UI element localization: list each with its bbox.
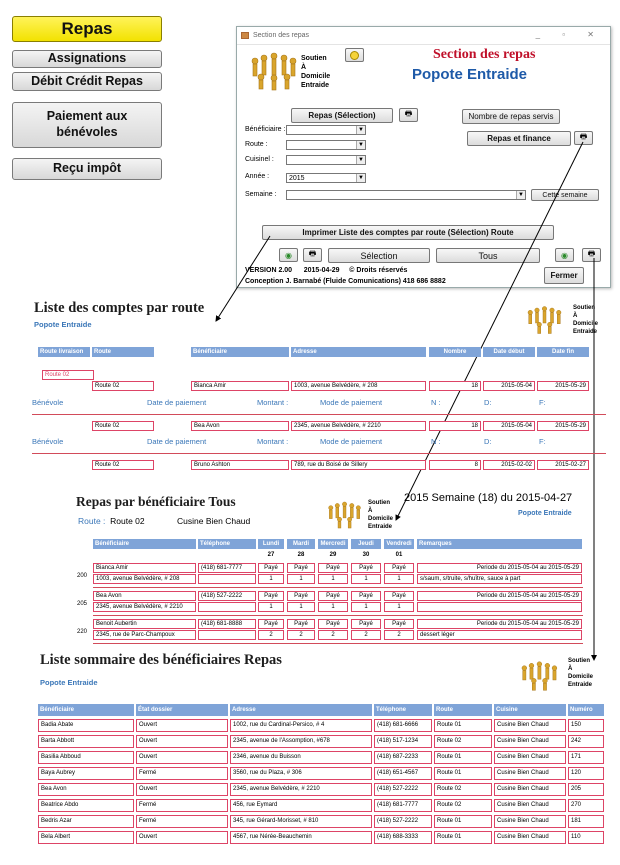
- report2-brand: [368, 499, 393, 531]
- r2-day: 28: [287, 550, 315, 560]
- r3-cell-cuisine: Cusine Bien Chaud: [494, 783, 566, 796]
- r1-row-benef: Bea Avon: [191, 421, 289, 431]
- r3-cell-telephone: (418) 687-2233: [374, 751, 432, 764]
- r3-cell-telephone: (418) 688-3333: [374, 831, 432, 844]
- repas-selection-button[interactable]: Repas (Sélection): [291, 108, 393, 123]
- brand-line: Entraide: [568, 682, 593, 688]
- logo-line: Entraide: [301, 82, 330, 89]
- r1-row-debut: 2015-02-02: [483, 460, 535, 470]
- d-label: D:: [484, 398, 492, 407]
- mode-paiement-label: Mode de paiement: [320, 437, 383, 446]
- r1-header: Bénéficiaire: [191, 347, 289, 357]
- r3-cell-cuisine: Cusine Bien Chaud: [494, 831, 566, 844]
- cuisine-value: Cusine Bien Chaud: [177, 516, 251, 526]
- r2-row-tel: (418) 527-2222: [198, 591, 256, 601]
- r2-row-name: Benoit Aubertin: [93, 619, 196, 629]
- r1-row-debut: 2015-05-04: [483, 421, 535, 431]
- r1-row-adresse: 1003, avenue Belvédère, # 208: [291, 381, 426, 391]
- preview-selection-button[interactable]: [279, 248, 298, 262]
- r2-row-qty: 1: [287, 602, 315, 612]
- r1-row-adresse: 789, rue du Boisé de Sillery: [291, 460, 426, 470]
- divider: [93, 615, 583, 616]
- printer-icon: 🖶: [579, 132, 588, 141]
- r1-row-benef: Bianca Amir: [191, 381, 289, 391]
- r2-row-qty: 2: [351, 630, 381, 640]
- brand-line: À: [568, 666, 573, 672]
- r1-header: Route: [92, 347, 154, 357]
- r1-row-fin: 2015-02-27: [537, 460, 589, 470]
- r2-row-periode: Periode du 2015-05-04 au 2015-05-29: [417, 619, 582, 629]
- r1-header: Nombre: [429, 347, 481, 357]
- r2-header: Vendredi: [384, 539, 414, 549]
- version-line: [245, 267, 407, 274]
- form-logo: [247, 51, 305, 91]
- r3-cell-beneficiaire: Basilia Abboud: [38, 751, 134, 764]
- r3-cell-numero: 181: [568, 815, 604, 828]
- r3-header: Numéro: [568, 704, 604, 716]
- r3-cell-etat: Ouvert: [136, 719, 228, 732]
- r2-row-paye: Payé: [258, 591, 284, 601]
- r2-row-addr: 2345, avenue Belvédère, # 2210: [93, 602, 196, 612]
- r2-day: 29: [318, 550, 348, 560]
- version-date: 2015-04-29: [303, 267, 340, 274]
- r2-row-qty: 1: [384, 574, 414, 584]
- r2-header: Jeudi: [351, 539, 381, 549]
- r1-row-fin: 2015-05-29: [537, 381, 589, 391]
- annee-combo[interactable]: [286, 173, 366, 183]
- r2-row-paye: Payé: [287, 563, 315, 573]
- report2-period: 2015 Semaine (18) du 2015-04-27: [404, 492, 573, 504]
- brand-line: À: [573, 313, 578, 319]
- r3-cell-beneficiaire: Bela Albert: [38, 831, 134, 844]
- r2-row-tel-blank: [198, 602, 256, 612]
- r3-header: Téléphone: [374, 704, 432, 716]
- repas-button[interactable]: Repas: [12, 16, 162, 42]
- report2-title: Repas par bénéficiaire Tous: [76, 494, 236, 509]
- r2-header: Lundi: [258, 539, 284, 549]
- rights-text: © Droits réservés: [349, 267, 408, 274]
- r3-cell-numero: 270: [568, 799, 604, 812]
- r3-cell-beneficiaire: Bedris Azar: [38, 815, 134, 828]
- route-value: Route 02: [110, 516, 145, 526]
- r2-row-paye: Payé: [318, 619, 348, 629]
- montant-label: Montant :: [257, 437, 289, 446]
- report2-subtitle: Popote Entraide: [518, 510, 572, 517]
- r3-cell-beneficiaire: Barta Abbott: [38, 735, 134, 748]
- smiley-icon: [350, 51, 359, 60]
- report1-title: Liste des comptes par route: [34, 300, 205, 316]
- r3-cell-etat: Ouvert: [136, 783, 228, 796]
- r3-cell-telephone: (418) 681-7777: [374, 799, 432, 812]
- brand-line: Soutien: [368, 500, 390, 506]
- printer-icon: 🖶: [308, 249, 317, 258]
- window-titlebar: [237, 27, 610, 45]
- r3-cell-route: Route 01: [434, 815, 492, 828]
- print-tous-button[interactable]: [582, 248, 601, 262]
- r2-row-qty: 1: [318, 574, 348, 584]
- selection-button[interactable]: Sélection: [328, 248, 430, 263]
- chevron-down-icon: ▼: [356, 174, 365, 182]
- nombre-repas-servis-button[interactable]: Nombre de repas servis: [462, 109, 560, 124]
- r2-row-paye: Payé: [287, 619, 315, 629]
- r2-row-qty: 1: [258, 602, 284, 612]
- r2-header: Téléphone: [198, 539, 256, 549]
- r2-row-tel-blank: [198, 574, 256, 584]
- d-label: D:: [484, 437, 492, 446]
- recu-impot-button[interactable]: Reçu impôt: [12, 158, 162, 180]
- benevole-label: Bénévole: [32, 437, 64, 446]
- chevron-down-icon: ▼: [356, 156, 365, 164]
- r3-cell-numero: 120: [568, 767, 604, 780]
- r2-row-paye: Payé: [287, 591, 315, 601]
- form-heading: Section des repas: [433, 47, 536, 62]
- r2-row-paye: Payé: [384, 619, 414, 629]
- smiley-button[interactable]: [345, 48, 364, 62]
- r3-cell-route: Route 01: [434, 831, 492, 844]
- r3-cell-route: Route 01: [434, 767, 492, 780]
- r3-cell-route: Route 02: [434, 783, 492, 796]
- r2-row-paye: Payé: [351, 591, 381, 601]
- r2-row-paye: Payé: [384, 563, 414, 573]
- assignations-button[interactable]: Assignations: [12, 50, 162, 68]
- r2-row-paye: Payé: [351, 619, 381, 629]
- print-selection-button[interactable]: [303, 248, 322, 262]
- n-label: N :: [431, 437, 441, 446]
- r3-cell-cuisine: Cusine Bien Chaud: [494, 799, 566, 812]
- r1-group-route: Route 02: [42, 370, 94, 380]
- beneficiaire-label: Bénéficiaire :: [245, 126, 286, 133]
- r3-cell-etat: Ouvert: [136, 831, 228, 844]
- r3-cell-telephone: (418) 651-4567: [374, 767, 432, 780]
- r3-cell-adresse: 1002, rue du Cardinal-Persico, # 4: [230, 719, 372, 732]
- r3-cell-etat: Fermé: [136, 815, 228, 828]
- r3-cell-route: Route 01: [434, 751, 492, 764]
- annee-value: 2015: [289, 175, 305, 182]
- r1-row-nombre: 18: [429, 381, 481, 391]
- chevron-down-icon: ▼: [516, 191, 525, 199]
- r2-row-remarque: dessert léger: [417, 630, 582, 640]
- report1-logo: [524, 305, 568, 335]
- mode-paiement-label: Mode de paiement: [320, 398, 383, 407]
- divider: [93, 643, 583, 644]
- r1-row-nombre: 8: [429, 460, 481, 470]
- r3-cell-route: Route 01: [434, 719, 492, 732]
- cuisinel-label: Cuisinel :: [245, 156, 274, 163]
- preview-icon: ◉: [561, 250, 568, 260]
- form-subheading: Popote Entraide: [412, 66, 528, 83]
- r2-row-qty: 1: [351, 574, 381, 584]
- r2-row-tel-blank: [198, 630, 256, 640]
- cuisinel-combo[interactable]: [286, 155, 366, 165]
- r2-row-number: 220: [77, 629, 88, 635]
- brand-line: Domicile: [368, 516, 394, 522]
- r2-row-paye: Payé: [318, 563, 348, 573]
- report3-logo: [518, 660, 564, 692]
- annee-label: Année :: [245, 173, 270, 180]
- fermer-button[interactable]: Fermer: [544, 267, 584, 284]
- r1-header: Adresse: [291, 347, 426, 357]
- r2-row-number: 205: [77, 601, 88, 607]
- form-logo-text: [301, 54, 330, 90]
- r2-row-qty: 2: [384, 630, 414, 640]
- r2-day: 30: [351, 550, 381, 560]
- r3-header: État dossier: [136, 704, 228, 716]
- conception-line: Conception J. Barnabé (Fluide Comunications) 418 686 8882: [245, 278, 446, 285]
- montant-label: Montant :: [257, 398, 289, 407]
- report2-route-line: [78, 516, 250, 526]
- date-paiement-label: Date de paiement: [147, 437, 207, 446]
- r3-cell-telephone: (418) 527-2222: [374, 815, 432, 828]
- report3-title: Liste sommaire des bénéficiaires Repas: [40, 652, 282, 668]
- beneficiaire-combo[interactable]: [286, 125, 366, 135]
- r3-header: Cuisine: [494, 704, 566, 716]
- r2-row-name: Bea Avon: [93, 591, 196, 601]
- r2-row-number: 200: [77, 573, 88, 579]
- people-circle-logo-icon: [325, 500, 367, 530]
- brand-line: À: [368, 508, 373, 514]
- r2-row-remarque: [417, 602, 582, 612]
- r3-cell-numero: 171: [568, 751, 604, 764]
- logo-line: Domicile: [301, 73, 331, 80]
- logo-line: À: [301, 64, 307, 71]
- report3-brand: [568, 657, 593, 689]
- r3-cell-numero: 242: [568, 735, 604, 748]
- divider: [32, 453, 606, 454]
- r3-cell-adresse: 2345, avenue de l'Assomption, #678: [230, 735, 372, 748]
- r3-cell-cuisine: Cusine Bien Chaud: [494, 815, 566, 828]
- r3-header: Route: [434, 704, 492, 716]
- r2-row-qty: 1: [351, 602, 381, 612]
- r2-day: 01: [384, 550, 414, 560]
- people-circle-logo-icon: [524, 305, 568, 335]
- window-title: Section des repas: [253, 32, 310, 39]
- r3-cell-beneficiaire: Beatrice Abdo: [38, 799, 134, 812]
- date-paiement-label: Date de paiement: [147, 398, 207, 407]
- r3-cell-telephone: (418) 527-2222: [374, 783, 432, 796]
- r2-header: Remarques: [417, 539, 582, 549]
- r3-cell-adresse: 2346, avenue du Buisson: [230, 751, 372, 764]
- r3-cell-beneficiaire: Bea Avon: [38, 783, 134, 796]
- report2-logo: [325, 500, 367, 530]
- r3-header: Bénéficiaire: [38, 704, 134, 716]
- brand-line: Domicile: [568, 674, 594, 680]
- r3-cell-adresse: 4567, rue Nérée-Beauchemin: [230, 831, 372, 844]
- benevole-label: Bénévole: [32, 398, 64, 407]
- brand-line: Entraide: [368, 524, 393, 530]
- r2-row-qty: 1: [384, 602, 414, 612]
- r2-row-qty: 1: [287, 574, 315, 584]
- r3-cell-adresse: 456, rue Eymard: [230, 799, 372, 812]
- r1-header: Date fin: [537, 347, 589, 357]
- n-label: N :: [431, 398, 441, 407]
- r1-row-route: Route 02: [92, 421, 154, 431]
- r3-cell-telephone: (418) 517-1234: [374, 735, 432, 748]
- r3-cell-route: Route 02: [434, 799, 492, 812]
- imprimer-liste-button[interactable]: Imprimer Liste des comptes par route (Sélection) Route: [262, 225, 554, 240]
- r2-header: Bénéficiaire: [93, 539, 196, 549]
- r2-row-paye: Payé: [258, 563, 284, 573]
- r2-day: 27: [258, 550, 284, 560]
- version-text: VERSION 2.00: [245, 267, 293, 274]
- brand-line: Entraide: [573, 329, 598, 335]
- r1-row-benef: Bruno Ashton: [191, 460, 289, 470]
- brand-line: Soutien: [573, 305, 595, 311]
- r2-row-paye: Payé: [258, 619, 284, 629]
- printer-icon: 🖶: [587, 249, 596, 258]
- brand-line: Soutien: [568, 658, 590, 664]
- window-controls[interactable]: _ ▫ ✕: [535, 30, 604, 39]
- preview-icon: ◉: [285, 250, 292, 260]
- r3-cell-numero: 110: [568, 831, 604, 844]
- r2-row-qty: 2: [258, 630, 284, 640]
- r2-row-paye: Payé: [384, 591, 414, 601]
- r3-cell-adresse: 345, rue Gérard-Morisset, # 810: [230, 815, 372, 828]
- tous-button[interactable]: Tous: [436, 248, 540, 263]
- preview-tous-button[interactable]: [555, 248, 574, 262]
- r1-row-adresse: 2345, avenue Belvédère, # 2210: [291, 421, 426, 431]
- r2-header: Mercredi: [318, 539, 348, 549]
- semaine-combo[interactable]: [286, 190, 526, 200]
- r3-cell-beneficiaire: Baya Aubrey: [38, 767, 134, 780]
- r3-cell-route: Route 02: [434, 735, 492, 748]
- r3-cell-etat: Ouvert: [136, 735, 228, 748]
- f-label: F:: [539, 398, 546, 407]
- r2-row-paye: Payé: [318, 591, 348, 601]
- chevron-down-icon: ▼: [356, 126, 365, 134]
- repas-finance-button[interactable]: Repas et finance: [467, 131, 571, 146]
- divider: [32, 414, 606, 415]
- debit-credit-repas-button[interactable]: Débit Crédit Repas: [12, 72, 162, 91]
- report3-subtitle: Popote Entraide: [40, 678, 98, 687]
- r3-cell-telephone: (418) 681-6666: [374, 719, 432, 732]
- printer-icon: 🖶: [404, 109, 413, 118]
- r2-row-qty: 1: [318, 602, 348, 612]
- r2-row-qty: 1: [258, 574, 284, 584]
- r3-cell-numero: 205: [568, 783, 604, 796]
- r2-row-remarque: s/saum, s/truite, s/huître, sauce à part: [417, 574, 582, 584]
- r2-row-addr: 2345, rue de Parc-Champoux: [93, 630, 196, 640]
- f-label: F:: [539, 437, 546, 446]
- r1-header: Route livraison: [38, 347, 90, 357]
- route-label: Route :: [245, 141, 268, 148]
- r3-cell-etat: Ouvert: [136, 751, 228, 764]
- window-app-icon: [241, 32, 249, 39]
- r2-row-paye: Payé: [351, 563, 381, 573]
- divider: [93, 587, 583, 588]
- print-repas-selection-button[interactable]: [399, 108, 418, 122]
- route-label: Route :: [78, 516, 106, 526]
- r3-cell-etat: Fermé: [136, 799, 228, 812]
- logo-line: Soutien: [301, 55, 327, 62]
- r1-row-route: Route 02: [92, 460, 154, 470]
- cette-semaine-button[interactable]: Cette semaine: [531, 189, 599, 201]
- r3-cell-cuisine: Cusine Bien Chaud: [494, 735, 566, 748]
- paiement-benevoles-button[interactable]: Paiement aux bénévoles: [12, 102, 162, 148]
- r3-cell-beneficiaire: Badia Abate: [38, 719, 134, 732]
- r3-cell-cuisine: Cusine Bien Chaud: [494, 751, 566, 764]
- r2-row-qty: 2: [287, 630, 315, 640]
- r2-row-tel: (418) 681-7777: [198, 563, 256, 573]
- r1-row-fin: 2015-05-29: [537, 421, 589, 431]
- r1-header: Date début: [483, 347, 535, 357]
- r2-row-tel: (418) 681-8888: [198, 619, 256, 629]
- r1-row-nombre: 18: [429, 421, 481, 431]
- r3-header: Adresse: [230, 704, 372, 716]
- r3-cell-etat: Fermé: [136, 767, 228, 780]
- report1-brand: [573, 304, 598, 336]
- r2-row-periode: Periode du 2015-05-04 au 2015-05-29: [417, 563, 582, 573]
- r3-cell-cuisine: Cusine Bien Chaud: [494, 767, 566, 780]
- r3-cell-adresse: 3560, rue du Plaza, # 306: [230, 767, 372, 780]
- r2-row-addr: 1003, avenue Belvédère, # 208: [93, 574, 196, 584]
- r3-cell-cuisine: Cusine Bien Chaud: [494, 719, 566, 732]
- r3-cell-numero: 150: [568, 719, 604, 732]
- print-repas-finance-button[interactable]: [574, 131, 593, 145]
- r1-row-route: Route 02: [92, 381, 154, 391]
- route-combo[interactable]: [286, 140, 366, 150]
- section-repas-window: [236, 26, 611, 288]
- r2-row-periode: Periode du 2015-05-04 au 2015-05-29: [417, 591, 582, 601]
- r2-row-qty: 2: [318, 630, 348, 640]
- people-circle-logo-icon: [518, 660, 564, 692]
- r3-cell-adresse: 2345, avenue Belvédère, # 2210: [230, 783, 372, 796]
- r1-row-debut: 2015-05-04: [483, 381, 535, 391]
- semaine-label: Semaine :: [245, 191, 277, 198]
- report1-subtitle: Popote Entraide: [34, 320, 92, 329]
- r2-row-name: Bianca Amir: [93, 563, 196, 573]
- brand-line: Domicile: [573, 321, 599, 327]
- r2-header: Mardi: [287, 539, 315, 549]
- people-circle-logo-icon: [247, 51, 305, 91]
- chevron-down-icon: ▼: [356, 141, 365, 149]
